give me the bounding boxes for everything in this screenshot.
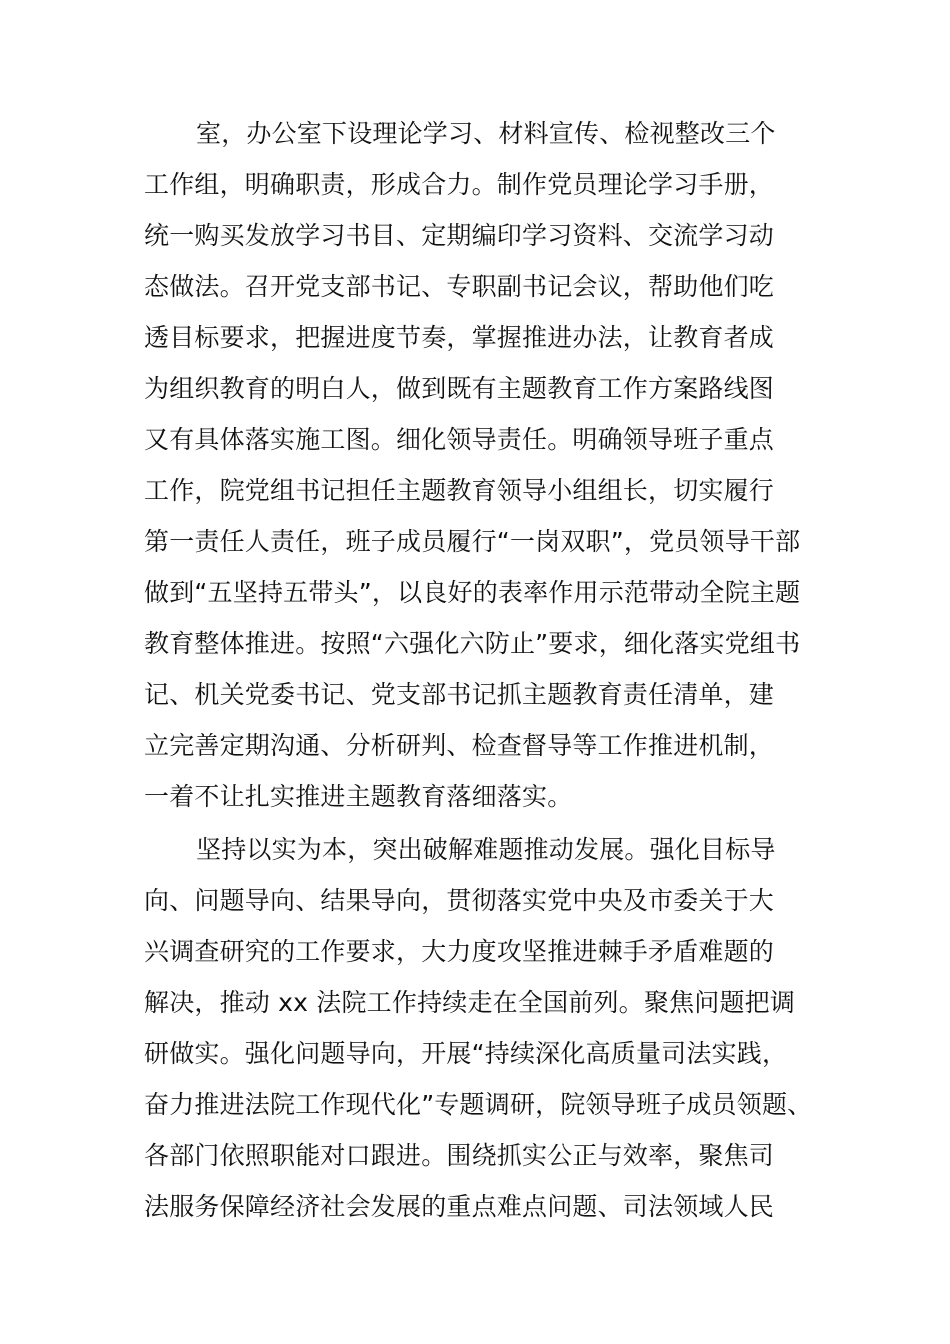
text-line: 又有具体落实施工图。细化领导责任。明确领导班子重点 [144,425,775,454]
text-line: 工作，院党组书记担任主题教育领导小组组长，切实履行 [144,476,775,505]
text-line: 工作组，明确职责，形成合力。制作党员理论学习手册， [144,170,775,199]
text-line: 态做法。召开党支部书记、专职副书记会议，帮助他们吃 [144,272,775,301]
text-line: 透目标要求，把握进度节奏，掌握推进办法，让教育者成 [144,323,775,352]
text-line: 教育整体推进。按照“六强化六防止”要求，细化落实党组书 [144,629,801,658]
text-line: 做到“五坚持五带头”，以良好的表率作用示范带动全院主题 [144,578,801,607]
text-line: 记、机关党委书记、党支部书记抓主题教育责任清单，建 [144,680,775,709]
text-line: 室，办公室下设理论学习、材料宣传、检视整改三个 [196,119,776,148]
text-line: 奋力推进法院工作现代化”专题调研，院领导班子成员领题、 [144,1090,813,1119]
paragraph-1 [144,114,814,828]
text-line: 一着不让扎实推进主题教育落细落实。 [144,782,573,811]
text-line: 第一责任人责任，班子成员履行“一岗双职”，党员领导干部 [144,527,801,556]
text-line: 研做实。强化问题导向，开展“持续深化高质量司法实践， [144,1039,788,1068]
text-line: 为组织教育的明白人，做到既有主题教育工作方案路线图 [144,374,775,403]
text-line: 兴调查研究的工作要求，大力度攻坚推进棘手矛盾难题的 [144,937,775,966]
text-line: 向、问题导向、结果导向，贯彻落实党中央及市委关于大 [144,886,775,915]
text-line: 立完善定期沟通、分析研判、检查督导等工作推进机制， [144,731,775,760]
text-line: 各部门依照职能对口跟进。围绕抓实公正与效率，聚焦司 [144,1141,775,1170]
paragraph-2 [144,830,814,1238]
text-line: 统一购买发放学习书目、定期编印学习资料、交流学习动 [144,221,775,250]
text-line: 坚持以实为本，突出破解难题推动发展。强化目标导 [196,835,776,864]
text-line: 解决，推动 xx 法院工作持续走在全国前列。聚焦问题把调 [144,988,796,1017]
text-line: 法服务保障经济社会发展的重点难点问题、司法领域人民 [144,1192,775,1221]
